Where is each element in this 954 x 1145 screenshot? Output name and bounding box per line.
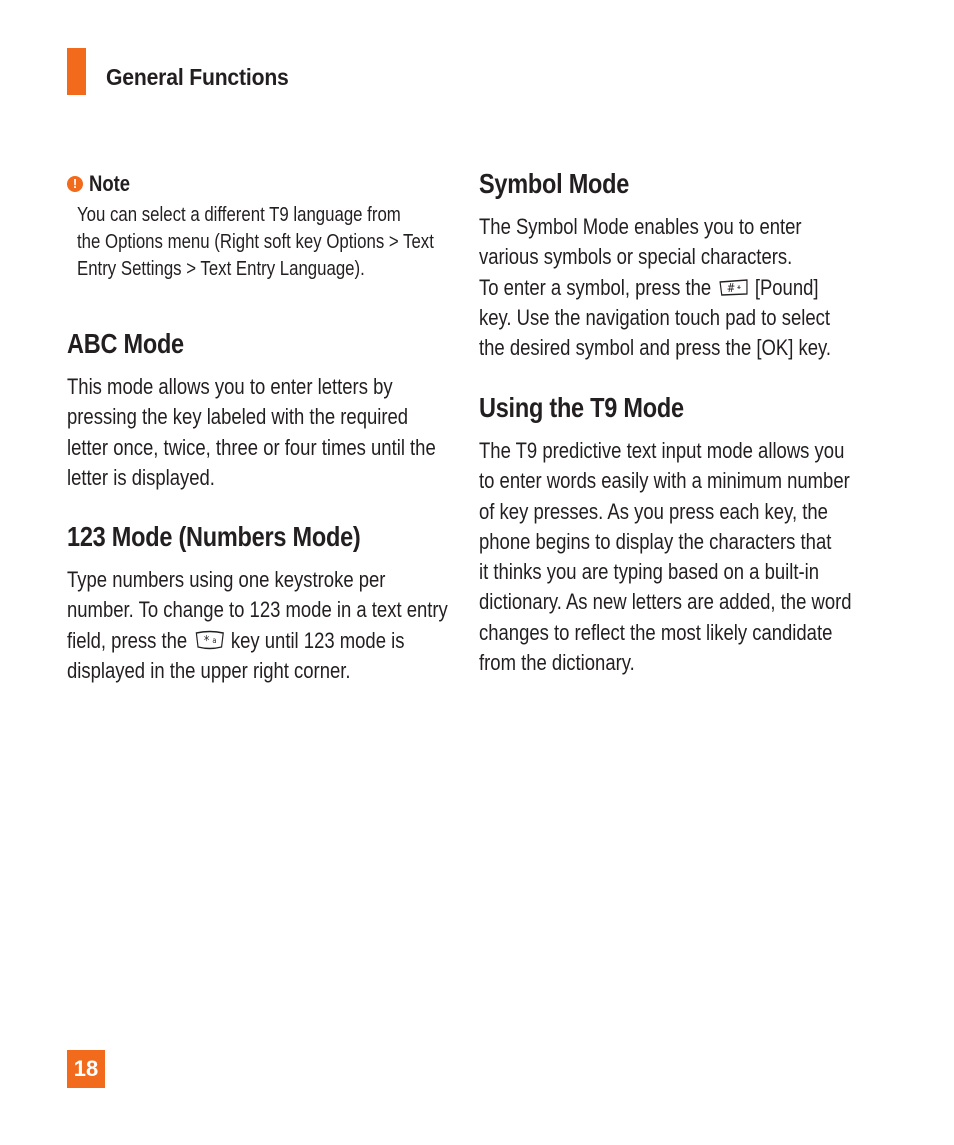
t9-line: of key presses. As you press each key, the (479, 498, 828, 524)
numbers-line: Type numbers using one keystroke per (67, 567, 386, 592)
t9-mode-text (479, 436, 852, 678)
abc-line: This mode allows you to enter letters by (67, 374, 393, 399)
note-heading (67, 171, 138, 197)
svg-text:a: a (212, 635, 217, 645)
numbers-line: displayed in the upper right corner. (67, 657, 351, 683)
abc-line: letter once, twice, three or four times until the (67, 434, 436, 460)
symbol-line: various symbols or special characters. (479, 244, 793, 270)
t9-line: to enter words easily with a minimum number (479, 468, 850, 494)
numbers-mode-text (67, 565, 448, 686)
symbol-line: key. Use the navigation touch pad to select (479, 304, 831, 330)
numbers-line-with-key (67, 626, 448, 656)
abc-line: letter is displayed. (67, 464, 215, 490)
t9-line: phone begins to display the characters that (479, 528, 832, 554)
numbers-mode-heading: 123 Mode (Numbers Mode) (67, 521, 361, 552)
symbol-mode-text (479, 212, 831, 363)
note-line: Entry Settings > Text Entry Language). (77, 258, 365, 280)
abc-line: pressing the key labeled with the required (67, 404, 409, 430)
symbol-line: the desired symbol and press the [OK] key. (479, 335, 831, 361)
numbers-line: number. To change to 123 mode in a text entry (67, 597, 448, 623)
abc-mode-heading: ABC Mode (67, 328, 184, 359)
symbol-mode-heading: Symbol Mode (479, 168, 630, 199)
symbol-line-after: [Pound] (754, 274, 819, 300)
t9-line: changes to reflect the most likely candidate (479, 619, 833, 645)
svg-text:*: * (203, 632, 210, 649)
t9-line: The T9 predictive text input mode allows you (479, 438, 845, 463)
pound-key-icon (718, 277, 750, 297)
svg-text:#: # (727, 280, 736, 296)
note-body (77, 202, 434, 283)
note-title: Note (89, 171, 131, 196)
star-key-icon (194, 630, 226, 650)
symbol-line-before: To enter a symbol, press the (479, 274, 712, 300)
svg-text:⚹: ⚹ (737, 281, 742, 291)
t9-line: dictionary. As new letters are added, the word (479, 589, 852, 615)
exclamation-icon: ! (67, 176, 83, 192)
note-line: You can select a different T9 language from (77, 204, 401, 226)
numbers-line-after: key until 123 mode is (230, 627, 405, 653)
symbol-line-with-key (479, 273, 831, 303)
t9-line: from the dictionary. (479, 650, 635, 676)
symbol-line: The Symbol Mode enables you to enter (479, 214, 802, 239)
t9-line: it thinks you are typing based on a built-in (479, 559, 820, 585)
t9-mode-heading: Using the T9 Mode (479, 392, 684, 423)
section-title: General Functions (106, 64, 289, 90)
page-number: 18 (67, 1050, 105, 1088)
numbers-line-before: field, press the (67, 627, 188, 653)
abc-mode-text (67, 372, 436, 493)
note-line: the Options menu (Right soft key Options > Text (77, 231, 434, 253)
header-accent-bar (67, 48, 86, 95)
